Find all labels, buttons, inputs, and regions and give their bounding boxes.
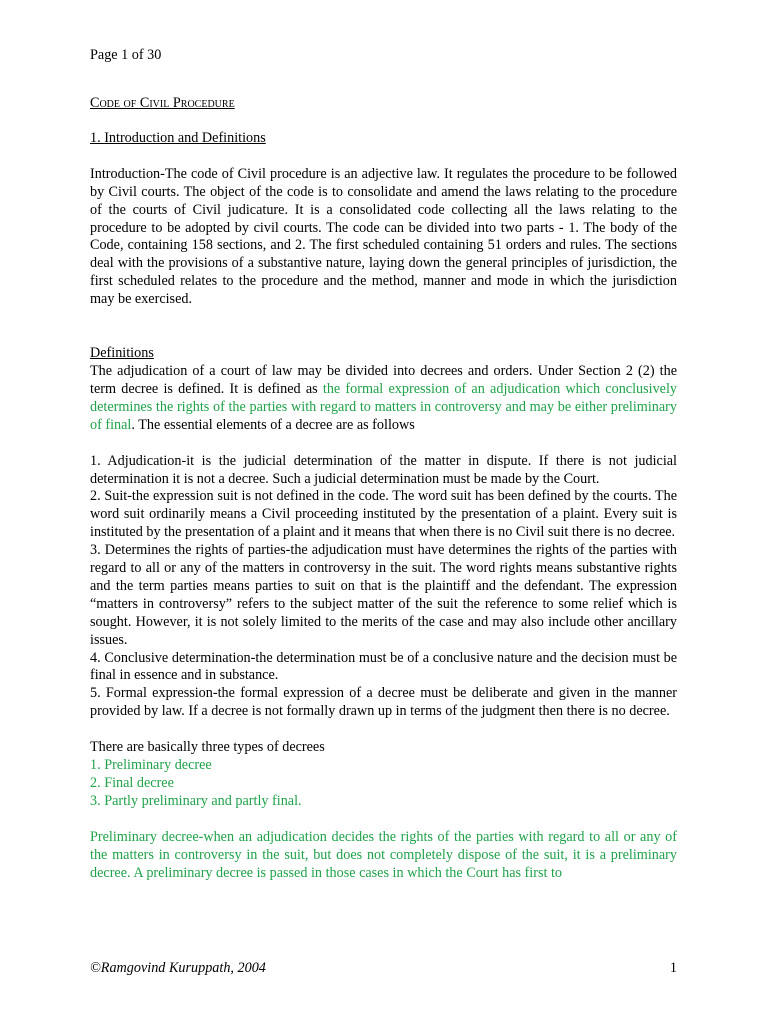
decree-elements-list bbox=[90, 453, 677, 722]
decree-element-item: 5. Formal expression-the formal expression of a decree must be deliberate and given in the manner provided by law. If a decree is not formally drawn up in terms of the judgment then there is no decree. bbox=[90, 685, 677, 720]
decree-types-list bbox=[90, 757, 677, 811]
definitions-text-before: The adjudication of a court of law may be divided into decrees and orders. Under Section 2 (2) the term decree is defined. It is defined as bbox=[90, 362, 677, 397]
copyright-notice: ©Ramgovind Kuruppath, 2004 bbox=[90, 960, 266, 976]
preliminary-decree-paragraph: Preliminary decree-when an adjudication decides the rights of the parties with regard to all or any of the matters in controversy in the suit, but does not completely dispose of the suit, it is a preliminary decree. A preliminary decree is passed in those cases in which the Court has first to bbox=[90, 828, 677, 881]
definitions-heading: Definitions bbox=[90, 345, 154, 362]
decree-element-item: 4. Conclusive determination-the determination must be of a conclusive nature and the decision must be final in essence and in substance. bbox=[90, 649, 677, 684]
page-header: Page 1 of 30 bbox=[90, 47, 162, 63]
decree-definition-highlight: the formal expression of an adjudication which conclusively determines the rights of the parties with regard to matters in controversy and may be either preliminary of final bbox=[90, 380, 678, 433]
decree-type-item: 1. Preliminary decree bbox=[90, 757, 212, 774]
definitions-text-after: . The essential elements of a decree are as follows bbox=[131, 416, 415, 433]
section-heading: 1. Introduction and Definitions bbox=[90, 129, 266, 146]
introduction-paragraph: Introduction-The code of Civil procedure is an adjective law. It regulates the procedure to be followed by Civil courts. The object of the code is to consolidate and amend the laws relating to the procedure of the courts of Civil judicature. It is a consolidated code collecting all the laws relating to the procedure to be adopted by civil courts. The code can be divided into two parts - 1. The body of the Code, containing 158 sections, and 2. The first scheduled containing 51 orders and rules. The sections deal with the provisions of a substantive nature, laying down the general principles of jurisdiction, the first scheduled relates to the procedure and the method, manner and mode in which the jurisdiction may be exercised. bbox=[90, 165, 677, 308]
decree-element-item: 3. Determines the rights of parties-the adjudication must have determines the rights of the parties with regard to all or any of the matters in controversy in the suit. The word rights means substantive rights and the term parties means parties to suit on that is the plaintiff and the defendant. The expression “matters in controversy” refers to the subject matter of the suit the reference to some relief which is sought. However, it is not solely limited to the merits of the case and may also include other ancillary issues. bbox=[90, 542, 677, 648]
decree-type-item: 3. Partly preliminary and partly final. bbox=[90, 792, 302, 809]
decree-element-item: 2. Suit-the expression suit is not defined in the code. The word suit has been defined by the courts. The word suit ordinarily means a Civil proceeding instituted by the presentation of a plaint. Every suit is instituted by the presentation of a plaint and it means that when there is no Civil suit there is no decree. bbox=[90, 488, 677, 541]
document-title: Code of Civil Procedure bbox=[90, 95, 235, 111]
decree-type-item: 2. Final decree bbox=[90, 775, 174, 791]
decree-element-item: 1. Adjudication-it is the judicial determination of the matter in dispute. If there is not judicial determination it is not a decree. Such a judicial determination must be made by the Court. bbox=[90, 452, 677, 487]
decree-types-intro: There are basically three types of decrees bbox=[90, 739, 325, 756]
definitions-paragraph bbox=[90, 363, 677, 435]
page-content bbox=[90, 47, 677, 883]
page-footer bbox=[90, 960, 677, 978]
page-number: 1 bbox=[669, 960, 677, 976]
